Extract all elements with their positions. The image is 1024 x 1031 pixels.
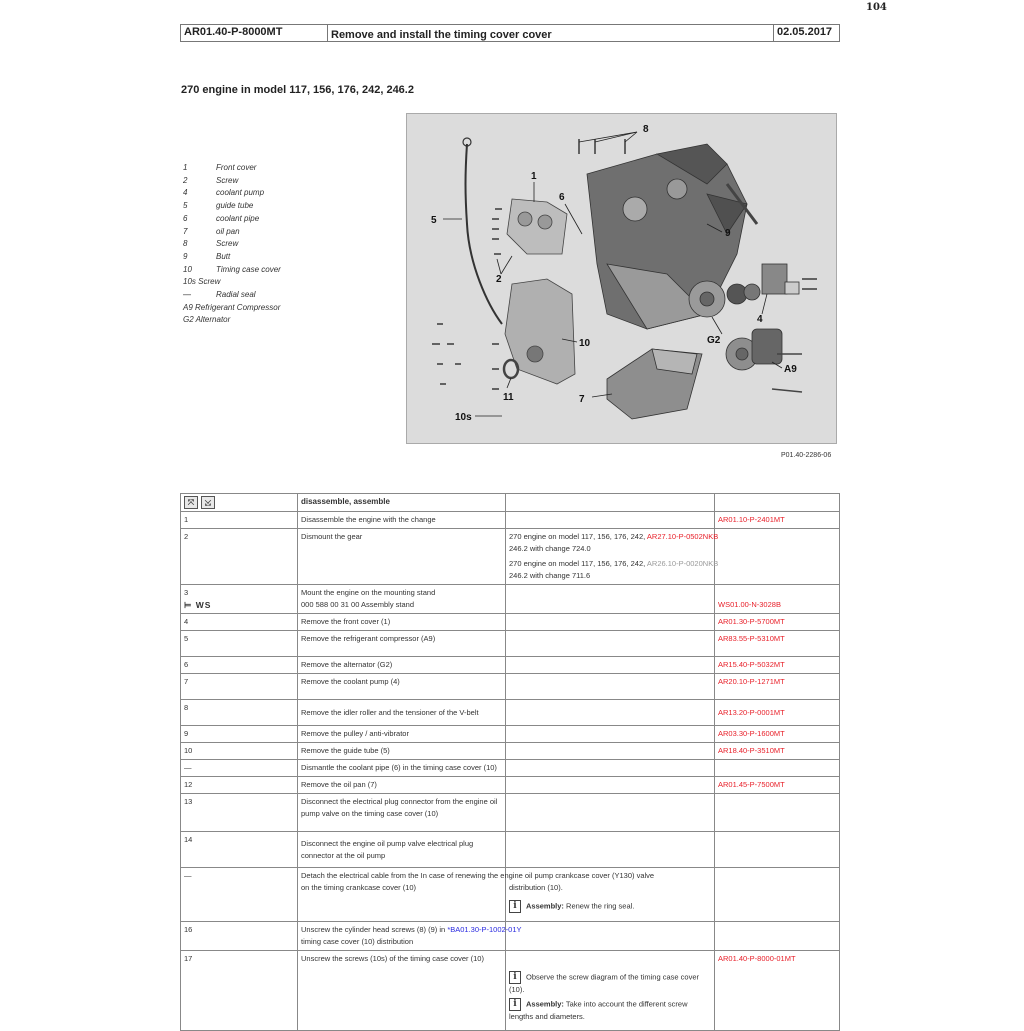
legend-num: 6 bbox=[183, 213, 188, 223]
legend-num: 5 bbox=[183, 201, 188, 211]
legend-item bbox=[183, 264, 281, 277]
table-row bbox=[181, 614, 840, 631]
step-notes bbox=[506, 529, 719, 585]
step-number: 3 bbox=[184, 588, 189, 597]
figure-reference: P01.40-2286-06 bbox=[781, 452, 832, 459]
note-link[interactable]: AR27.10-P-0502NKB bbox=[646, 532, 719, 541]
table-row bbox=[181, 922, 840, 951]
legend-label: G2 Alternator bbox=[183, 315, 231, 325]
legend-label: 10s Screw bbox=[183, 277, 221, 287]
section-title: 270 engine in model 117, 156, 176, 242, 246.2 bbox=[181, 84, 414, 96]
step-text: Disconnect the electrical plug connector from the engine oil pump valve on the timing case cover (10) bbox=[298, 794, 506, 832]
legend-label: guide tube bbox=[216, 201, 254, 211]
legend-label: Radial seal bbox=[216, 290, 256, 300]
step-reference-link[interactable]: WS01.00-N-3028B bbox=[715, 585, 840, 614]
timing-case-cover-drawing bbox=[505, 279, 575, 384]
step-text: Unscrew the screws (10s) of the timing case cover (10) bbox=[298, 951, 506, 1031]
table-row bbox=[181, 868, 840, 922]
callout-a9: A9 bbox=[784, 364, 797, 375]
legend-num: — bbox=[183, 290, 191, 300]
step-reference-link[interactable]: AR15.40-P-5032MT bbox=[715, 657, 840, 674]
step-reference-link[interactable]: AR03.30-P-1600MT bbox=[715, 726, 840, 743]
step-text: Unscrew the cylinder head screws (8) (9) in bbox=[301, 925, 446, 934]
table-row bbox=[181, 743, 840, 760]
step-number: 4 bbox=[181, 614, 298, 631]
table-row bbox=[181, 657, 840, 674]
legend-item bbox=[183, 314, 281, 327]
note-text: Renew the ring seal. bbox=[566, 901, 635, 911]
note-text: 246.2 with change 711.6 bbox=[509, 571, 591, 580]
step-reference-link[interactable]: AR18.40-P-3510MT bbox=[715, 743, 840, 760]
table-row bbox=[181, 777, 840, 794]
step-reference-link[interactable]: AR20.10-P-1271MT bbox=[715, 674, 840, 700]
table-row bbox=[181, 631, 840, 657]
legend-item bbox=[183, 187, 281, 200]
step-number: — bbox=[181, 868, 298, 922]
step-number: 9 bbox=[181, 726, 298, 743]
callout-4: 4 bbox=[757, 314, 763, 325]
step-number: 17 bbox=[181, 951, 298, 1031]
step-text: 000 588 00 31 00 Assembly stand bbox=[301, 600, 414, 609]
step-number: 10 bbox=[181, 743, 298, 760]
document-code: AR01.40-P-8000MT bbox=[181, 25, 328, 41]
legend-label: Front cover bbox=[216, 163, 257, 172]
legend-item bbox=[183, 289, 281, 302]
step-number: 14 bbox=[181, 832, 298, 868]
legend-num: 4 bbox=[183, 188, 188, 198]
legend-num: 1 bbox=[183, 163, 188, 172]
step-reference-link[interactable]: AR01.30-P-5700MT bbox=[715, 614, 840, 631]
step-text: Remove the alternator (G2) bbox=[298, 657, 506, 674]
table-header-title: disassemble, assemble bbox=[298, 494, 506, 512]
step-text: Remove the refrigerant compressor (A9) bbox=[298, 631, 506, 657]
step-number: 6 bbox=[181, 657, 298, 674]
legend-item bbox=[183, 276, 281, 289]
note-text: distribution (10). bbox=[509, 883, 563, 892]
legend-num: 9 bbox=[183, 251, 188, 261]
document-date: 02.05.2017 bbox=[777, 26, 833, 38]
legend-num: 2 bbox=[183, 175, 188, 185]
step-text: Disassemble the engine with the change bbox=[298, 512, 506, 529]
step-text: timing case cover (10) distribution bbox=[301, 937, 414, 946]
callout-g2: G2 bbox=[707, 335, 721, 346]
step-text: Remove the idler roller and the tensioner of the V-belt bbox=[298, 700, 506, 726]
front-cover-drawing bbox=[507, 199, 567, 254]
step-reference-link[interactable]: AR01.40-P-8000-01MT bbox=[715, 951, 840, 1031]
workshop-tool-icon: ⊨ WS bbox=[184, 600, 212, 610]
legend-item bbox=[183, 302, 281, 315]
tool-label: WS bbox=[195, 600, 212, 610]
table-row bbox=[181, 832, 840, 868]
document-header bbox=[180, 24, 840, 42]
legend-item bbox=[183, 226, 281, 239]
table-row bbox=[181, 760, 840, 777]
step-text: Mount the engine on the mounting stand bbox=[301, 588, 436, 597]
assembly-label: Assembly: bbox=[526, 999, 564, 1009]
callout-10: 10 bbox=[579, 338, 591, 349]
table-header-row bbox=[181, 494, 840, 512]
callout-5: 5 bbox=[431, 215, 437, 226]
info-icon: i bbox=[509, 971, 521, 984]
compressor-drawing bbox=[726, 329, 782, 370]
step-text: on the timing crankcase cover (10) bbox=[301, 883, 417, 892]
step-reference-link[interactable]: *BA01.30-P-1002-01Y bbox=[447, 925, 522, 934]
step-text: Remove the front cover (1) bbox=[298, 614, 506, 631]
legend-label: coolant pipe bbox=[216, 213, 260, 223]
step-number: 5 bbox=[181, 631, 298, 657]
legend-num: 7 bbox=[183, 226, 188, 236]
step-text: Dismantle the coolant pipe (6) in the timing case cover (10) bbox=[298, 760, 506, 777]
note-text: 270 engine on model 117, 156, 176, 242, bbox=[509, 559, 647, 568]
table-row bbox=[181, 726, 840, 743]
step-number: 7 bbox=[181, 674, 298, 700]
callout-6: 6 bbox=[559, 192, 565, 203]
legend-label: coolant pump bbox=[216, 188, 265, 198]
step-number: 2 bbox=[181, 529, 298, 585]
callout-2: 2 bbox=[496, 274, 502, 285]
step-number: 13 bbox=[181, 794, 298, 832]
assembly-label: Assembly: bbox=[526, 901, 564, 911]
note-text: 246.2 with change 724.0 bbox=[509, 544, 591, 553]
step-number: 8 bbox=[181, 700, 298, 726]
legend-item bbox=[183, 175, 281, 188]
step-text: Remove the oil pan (7) bbox=[298, 777, 506, 794]
table-row bbox=[181, 700, 840, 726]
guide-tube-drawing bbox=[466, 144, 503, 324]
callout-7: 7 bbox=[579, 394, 585, 405]
document-title: Remove and install the timing cover cover bbox=[328, 25, 774, 41]
info-icon: i bbox=[509, 998, 521, 1011]
callout-1: 1 bbox=[531, 171, 537, 182]
table-row bbox=[181, 585, 840, 614]
step-text: Remove the pulley / anti-vibrator bbox=[298, 726, 506, 743]
legend-item bbox=[183, 162, 281, 175]
legend-num: 10 bbox=[183, 264, 192, 274]
oil-pan-drawing bbox=[607, 349, 702, 419]
legend-label: Timing case cover bbox=[216, 264, 281, 274]
radial-seal-drawing bbox=[504, 360, 518, 378]
step-text: Remove the guide tube (5) bbox=[298, 743, 506, 760]
legend-label: Screw bbox=[216, 239, 239, 249]
step-text: Disconnect the engine oil pump valve electrical plug connector at the oil pump bbox=[298, 832, 506, 868]
table-row bbox=[181, 951, 840, 1031]
legend-item bbox=[183, 238, 281, 251]
step-reference-link[interactable]: AR13.20-P-0001MT bbox=[715, 700, 840, 726]
step-reference-link[interactable]: AR01.10-P-2401MT bbox=[715, 512, 840, 529]
legend-label: Screw bbox=[216, 175, 239, 185]
disassemble-icon: ⤧ bbox=[184, 496, 198, 509]
coolant-pump-drawing bbox=[744, 264, 799, 300]
legend-item bbox=[183, 213, 281, 226]
legend-label: oil pan bbox=[216, 226, 240, 236]
info-icon: i bbox=[509, 900, 521, 913]
table-row bbox=[181, 674, 840, 700]
engine-exploded-diagram bbox=[406, 113, 837, 444]
callout-9: 9 bbox=[725, 228, 731, 239]
alternator-drawing bbox=[689, 281, 747, 317]
legend-label: Butt bbox=[216, 251, 231, 261]
step-number: 16 bbox=[181, 922, 298, 951]
callout-8: 8 bbox=[643, 124, 649, 135]
table-row bbox=[181, 512, 840, 529]
legend-num: 8 bbox=[183, 239, 188, 249]
assemble-icon: ⤩ bbox=[201, 496, 215, 509]
legend-item bbox=[183, 251, 281, 264]
note-text: Observe the screw diagram of the timing case cover (10). bbox=[509, 972, 699, 994]
note-link[interactable]: AR26.10-P-0020NKB bbox=[646, 559, 719, 568]
note-text: Take into account the different screw lengths and diameters. bbox=[509, 999, 688, 1021]
note-text: 270 engine on model 117, 156, 176, 242, bbox=[509, 532, 647, 541]
callout-10s: 10s bbox=[455, 412, 472, 423]
table-row bbox=[181, 529, 840, 585]
figure-legend bbox=[183, 162, 281, 327]
procedure-table bbox=[180, 493, 840, 1031]
step-reference-link[interactable]: AR01.45-P-7500MT bbox=[715, 777, 840, 794]
legend-label: A9 Refrigerant Compressor bbox=[183, 302, 281, 312]
step-number: 12 bbox=[181, 777, 298, 794]
step-number: 1 bbox=[181, 512, 298, 529]
callout-11: 11 bbox=[503, 392, 514, 403]
step-number: — bbox=[181, 760, 298, 777]
step-text: Dismount the gear bbox=[298, 529, 506, 585]
step-text: Detach the electrical cable from the In case of renewing the engine oil pump crankcase cover (Y130) valve bbox=[301, 871, 655, 880]
step-text: Remove the coolant pump (4) bbox=[298, 674, 506, 700]
table-row bbox=[181, 794, 840, 832]
step-reference-link[interactable]: AR83.55-P-5310MT bbox=[715, 631, 840, 657]
page-number: 104 bbox=[866, 2, 887, 13]
legend-item bbox=[183, 200, 281, 213]
